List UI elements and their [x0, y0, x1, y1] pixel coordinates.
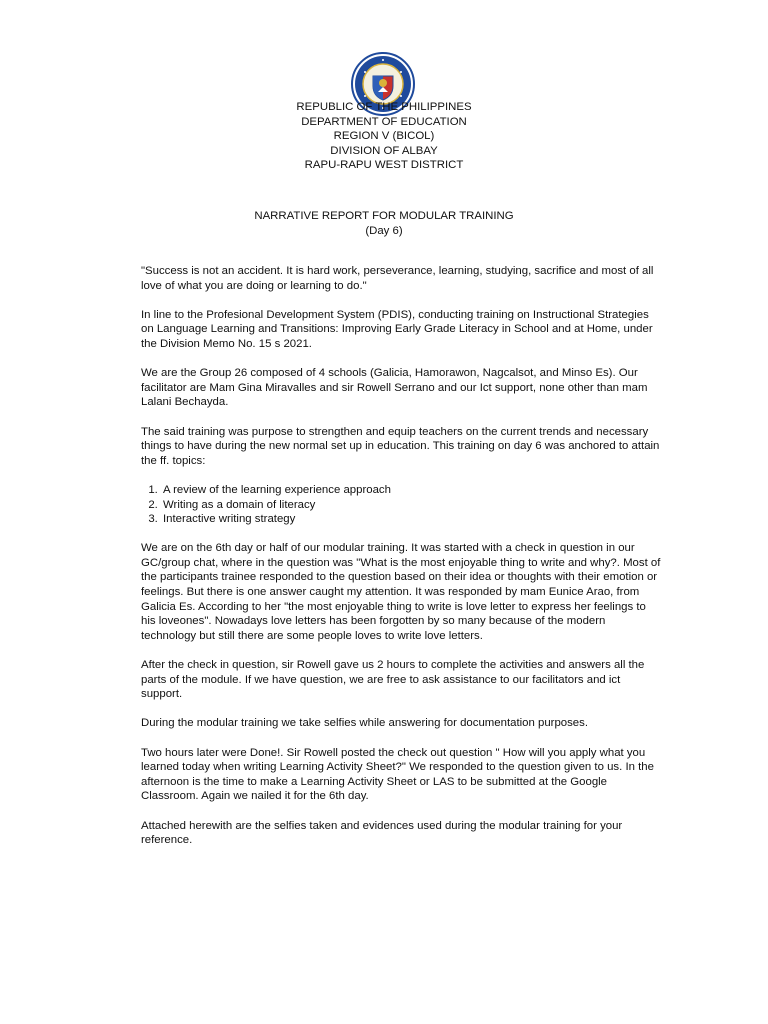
- topics-list: [141, 483, 661, 527]
- letterhead-region: REGION V (BICOL): [333, 130, 435, 143]
- opening-quote: "Success is not an accident. It is hard work, perseverance, learning, studying, sacrifice and most of all love of what you are doing or learning to do.": [141, 265, 654, 292]
- topic-item: 2. Writing as a domain of literacy: [161, 498, 661, 513]
- topic-item: 1. A review of the learning experience approach: [161, 483, 661, 498]
- letterhead: [0, 100, 768, 173]
- letterhead-district: RAPU-RAPU WEST DISTRICT: [304, 159, 464, 172]
- paragraph-attached: Attached herewith are the selfies taken and evidences used during the modular training for your reference.: [141, 819, 623, 847]
- topic-item: 3. Interactive writing strategy: [161, 512, 661, 527]
- report-body: [141, 264, 661, 862]
- paragraph-check-out: Two hours later were Done!. Sir Rowell posted the check out question " How will you apply what you learned today when writing Learning Activity Sheet?" We responded to the question given to us. In the afternoon is the time to make a Learning Activity Sheet or LAS to be submitted at the Google Classroom. Again we nailed it for the 6th day.: [141, 746, 654, 803]
- paragraph-purpose: The said training was purpose to strengthen and equip teachers on the current trends and necessary things to have during the new normal set up in education. This training on day 6 was anchored to attain the ff. topics:: [141, 425, 660, 467]
- paragraph-group: We are the Group 26 composed of 4 schools (Galicia, Hamorawon, Nagcalsot, and Minso Es). Our facilitator are Mam Gina Miravalles and sir Rowell Serrano and our Ict support, none other than mam Lalani Bechayda.: [141, 367, 648, 409]
- letterhead-country: REPUBLIC OF THE PHILIPPINES: [296, 101, 472, 113]
- paragraph-pdis: In line to the Profesional Development System (PDIS), conducting training on Instructional Strategies on Language Learning and Transitions: Improving Early Grade Literacy in School and at Home, under the Division Memo No. 15 s 2021.: [141, 308, 653, 350]
- letterhead-department: DEPARTMENT OF EDUCATION: [301, 115, 467, 128]
- paragraph-selfies: During the modular training we take selfies while answering for documentation purposes.: [141, 717, 589, 730]
- paragraph-check-in: We are on the 6th day or half of our modular training. It was started with a check in question in our GC/group chat, where in the question was "What is the most enjoyable thing to write and why?. Most of the participants trainee responded to the question based on their idea or thoughts with their emotion or feelings. But there is one answer caught my attention. It was responded by mam Eunice Arao, from Galicia Es. According to her "the most enjoyable thing to write is love letter to express her feelings to his loveones". Nowadays love letters has been forgotten by so many because of the modern technology but still there are some people loves to write love letters.: [141, 542, 661, 642]
- report-title-main: NARRATIVE REPORT FOR MODULAR TRAINING: [254, 210, 514, 222]
- report-title-day: (Day 6): [365, 224, 403, 237]
- letterhead-division: DIVISION OF ALBAY: [330, 144, 438, 157]
- paragraph-activities: After the check in question, sir Rowell gave us 2 hours to complete the activities and answers all the parts of the module. If we have question, we are free to ask assistance to our facilitators and ict support.: [141, 659, 645, 701]
- report-title: [0, 209, 768, 238]
